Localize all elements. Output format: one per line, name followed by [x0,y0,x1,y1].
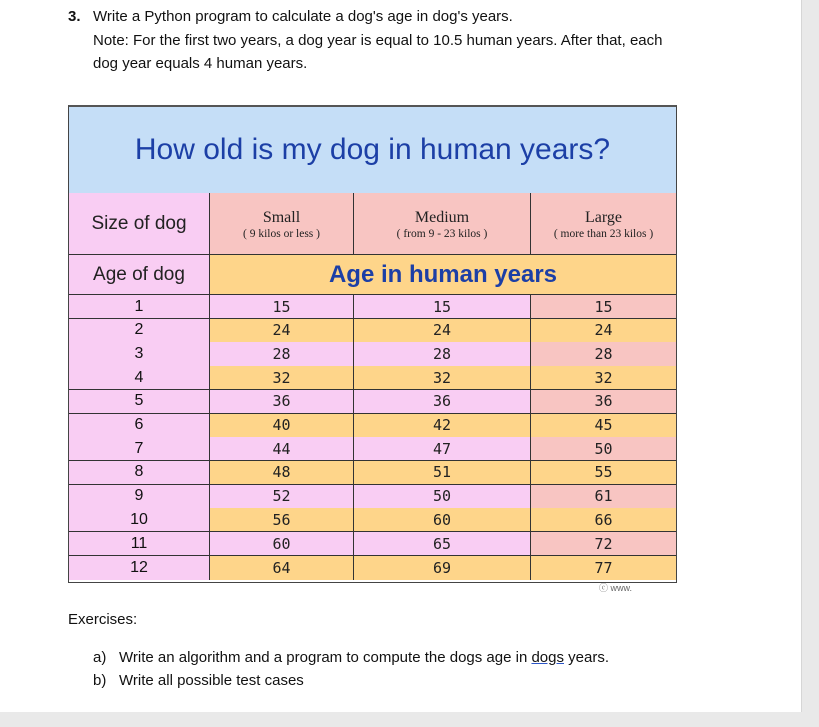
exercise-b [93,672,304,689]
dog-age-table-image [68,105,677,593]
exercise-b-text: Write all possible test cases [119,672,304,689]
human-years-small: 52 [272,487,291,506]
human-years-small: 24 [272,321,291,340]
table-cell-large [531,342,676,366]
exercise-a-dogs-word: dogs [531,649,564,666]
age-of-dog-label [69,255,210,295]
table-cell-age [69,508,210,532]
table-cell-medium [354,390,531,414]
human-years-large: 36 [594,392,613,411]
table-cell-large [531,295,676,319]
human-years-medium: 47 [432,439,452,458]
table-cell-small [210,556,354,580]
human-years-small: 56 [272,510,291,529]
table-cell-small [210,414,354,438]
human-years-large: 72 [594,534,613,553]
size-medium-range: ( from 9 - 23 kilos ) [396,227,488,240]
table-cell-age [69,295,210,319]
human-years-large: 28 [594,344,613,363]
dog-age-value: 4 [134,368,144,386]
size-medium-header [354,193,531,255]
table-cell-large [531,556,676,580]
human-years-small: 40 [272,416,291,435]
table-cell-medium [354,485,531,509]
age-in-human-years-header [210,255,676,295]
table-cell-large [531,437,676,461]
size-of-dog-label [69,193,210,255]
table-cell-age [69,437,210,461]
watermark-fragment: ⓒ www. [599,583,633,593]
human-years-medium: 24 [432,321,452,340]
size-small-name: Small [262,208,301,226]
table-cell-age [69,556,210,580]
table-cell-medium [354,461,531,485]
dog-age-value: 10 [130,510,148,528]
table-cell-large [531,485,676,509]
exercise-a-text-start: Write an algorithm and a program to compute the dogs age in [119,649,532,666]
table-cell-medium [354,437,531,461]
exercises-title: Exercises: [68,611,138,628]
table-cell-small [210,532,354,556]
human-years-small: 28 [272,344,291,363]
dog-age-value: 6 [134,416,144,434]
question-line-1 [68,8,513,25]
human-years-small: 36 [272,392,291,411]
human-years-large: 66 [594,510,613,529]
human-years-large: 77 [594,558,613,577]
dog-age-value: 9 [134,487,144,505]
table-cell-small [210,508,354,532]
table-cell-medium [354,319,531,343]
size-medium-name: Medium [414,208,470,226]
human-years-small: 48 [272,463,291,482]
table-cell-small [210,342,354,366]
question-number: 3. [68,8,81,25]
table-cell-medium [354,295,531,319]
question-note-continued: dog year equals 4 human years. [93,55,308,72]
exercise-b-letter: b) [93,672,107,689]
human-years-medium: 65 [432,534,452,553]
human-years-medium: 32 [432,368,452,387]
human-years-medium: 15 [432,297,452,316]
table-cell-age [69,366,210,390]
human-years-medium: 60 [432,510,452,529]
table-cell-medium [354,414,531,438]
human-years-large: 50 [594,439,613,458]
human-years-small: 15 [272,297,291,316]
human-years-small: 60 [272,534,291,553]
dog-age-value: 1 [134,297,144,315]
table-cell-age [69,390,210,414]
dog-age-value: 11 [130,534,148,552]
question-note: Note: For the first two years, a dog year is equal to 10.5 human years. After that, each [93,32,663,49]
human-years-large: 55 [594,463,613,482]
dog-age-value: 5 [134,392,144,410]
table-cell-medium [354,556,531,580]
human-years-large: 61 [594,487,613,506]
dog-age-value: 2 [134,321,144,339]
table-cell-age [69,485,210,509]
size-small-range: ( 9 kilos or less ) [243,227,320,240]
human-years-medium: 28 [432,344,452,363]
table-cell-small [210,319,354,343]
human-years-small: 44 [272,439,291,458]
table-cell-age [69,319,210,343]
table-cell-age [69,461,210,485]
table-cell-small [210,366,354,390]
human-years-large: 45 [594,416,613,435]
table-cell-large [531,414,676,438]
human-years-large: 24 [594,321,613,340]
table-cell-large [531,390,676,414]
age-of-dog-label-text: Age of dog [93,263,185,285]
size-large-name: Large [584,208,622,226]
table-cell-large [531,461,676,485]
human-years-medium: 69 [432,558,452,577]
table-cell-age [69,414,210,438]
table-cell-medium [354,366,531,390]
dog-age-value: 8 [134,463,144,481]
exercise-a-text-end: years. [564,649,610,666]
table-cell-medium [354,532,531,556]
table-cell-age [69,342,210,366]
size-small-header [210,193,354,255]
human-years-small: 32 [272,368,291,387]
size-large-header [531,193,676,255]
table-cell-small [210,390,354,414]
table-title: How old is my dog in human years? [69,107,676,195]
human-years-large: 32 [594,368,613,387]
human-years-medium: 50 [432,487,452,506]
table-cell-medium [354,342,531,366]
table-cell-age [69,532,210,556]
dog-age-value: 12 [130,558,148,576]
table-cell-medium [354,508,531,532]
table-cell-large [531,532,676,556]
table-cell-large [531,508,676,532]
human-years-medium: 42 [432,416,452,435]
table-cell-large [531,319,676,343]
human-years-medium: 51 [432,463,452,482]
table-cell-large [531,366,676,390]
human-years-medium: 36 [432,392,452,411]
age-in-human-years-text: Age in human years [328,260,558,288]
human-years-large: 15 [594,297,613,316]
human-years-small: 64 [272,558,291,577]
exercise-a-letter: a) [93,649,107,666]
table-cell-small [210,485,354,509]
dog-age-value: 3 [134,344,144,362]
table-cell-small [210,437,354,461]
exercise-a [93,649,609,666]
size-of-dog-label-text: Size of dog [91,212,187,234]
table-cell-small [210,461,354,485]
question-text: Write a Python program to calculate a dog's age in dog's years. [93,8,513,25]
table-cell-small [210,295,354,319]
size-large-range: ( more than 23 kilos ) [553,227,654,240]
dog-age-value: 7 [134,439,144,457]
